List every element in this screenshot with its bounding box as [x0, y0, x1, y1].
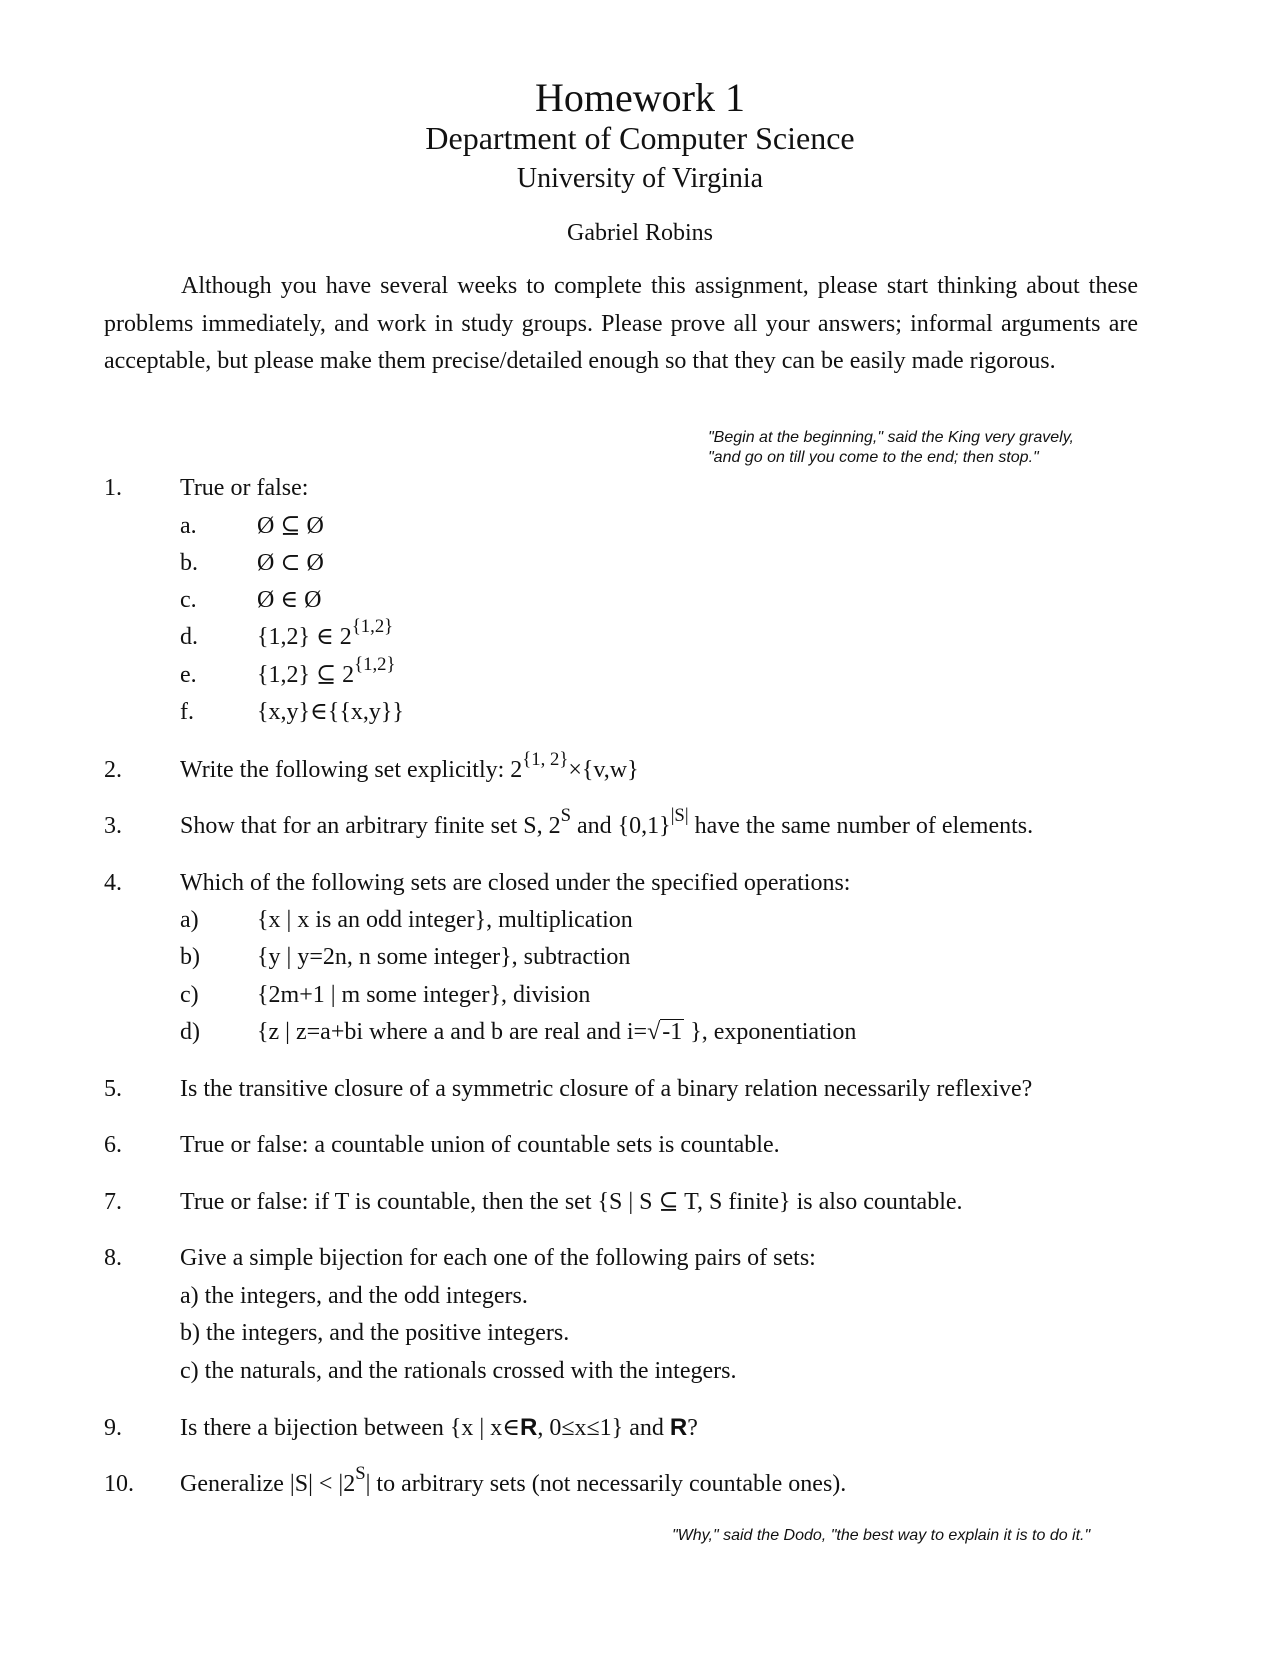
problem-9-text-b: , 0≤x≤1} and: [537, 1415, 670, 1441]
problem-4-number: 4.: [104, 870, 122, 896]
intro-paragraph: Although you have several weeks to complete this assignment, please start thinking about these problems immediately, and work in study groups. Please prove all your answers; informal arguments are acceptable, but please make them precise/detailed enough so that they can be easily made rigorous.: [104, 273, 1138, 374]
problem-5-text: Is the transitive closure of a symmetric closure of a binary relation necessarily reflexive?: [180, 1076, 1033, 1102]
problem-8-text: Give a simple bijection for each one of the following pairs of sets:: [180, 1245, 816, 1271]
problem-4d-text-b: }, exponentiation: [684, 1019, 857, 1045]
problem-2-number: 2.: [104, 757, 122, 783]
problem-3-text: [180, 805, 1034, 841]
problem-5-number: 5.: [104, 1076, 122, 1102]
problem-2-text-a: Write the following set explicitly: 2: [180, 757, 523, 783]
problem-4d-radicand: -1: [662, 1019, 683, 1045]
problem-9-text-c: ?: [687, 1415, 698, 1441]
problem-1a-expr: Ø ⊆ Ø: [257, 513, 324, 539]
problem-4b-expr: {y | y=2n, n some integer}, subtraction: [257, 944, 631, 970]
problem-6-number: 6.: [104, 1132, 122, 1158]
problem-1e-base: {1,2} ⊆ 2: [257, 662, 355, 688]
problem-1-text: True or false:: [180, 475, 309, 501]
problem-1b-expr: Ø ⊂ Ø: [257, 550, 324, 576]
problem-1d-base: {1,2} ∈ 2: [257, 624, 352, 650]
quote-king-line-1: "Begin at the beginning," said the King very gravely,: [708, 429, 1074, 446]
problem-1e-label: e.: [180, 662, 197, 688]
problem-7-number: 7.: [104, 1189, 122, 1215]
problem-4a-label: a): [180, 907, 199, 933]
problem-1d-sup: {1,2}: [351, 616, 394, 638]
problem-3-sup-2: |S|: [670, 805, 689, 827]
problem-1a-label: a.: [180, 513, 197, 539]
document-title: Homework 1: [535, 75, 745, 120]
problem-4c-label: c): [180, 982, 199, 1008]
problem-10-text-b: | to arbitrary sets (not necessarily countable ones).: [365, 1471, 847, 1497]
author-name: Gabriel Robins: [567, 220, 713, 246]
problem-4a-expr: {x | x is an odd integer}, multiplication: [257, 907, 633, 933]
problem-4-text: Which of the following sets are closed under the specified operations:: [180, 870, 851, 896]
department-name: Department of Computer Science: [425, 120, 855, 156]
problem-3-text-b: and {0,1}: [570, 813, 671, 839]
problem-4b-label: b): [180, 944, 200, 970]
problem-10-sup: S: [355, 1463, 366, 1485]
problem-8-number: 8.: [104, 1245, 122, 1271]
problem-9-text: [180, 1413, 698, 1443]
problem-2-text-b: ×{v,w}: [568, 757, 639, 783]
problem-2-text: [180, 749, 639, 785]
problem-6-text: True or false: a countable union of countable sets is countable.: [180, 1132, 780, 1158]
quote-king-line-2: "and go on till you come to the end; then stop.": [708, 449, 1039, 466]
problem-4d-label: d): [180, 1019, 200, 1045]
problem-8a-text: a) the integers, and the odd integers.: [180, 1283, 528, 1309]
problem-9-text-a: Is there a bijection between {x | x∈: [180, 1415, 520, 1441]
problem-1c-label: c.: [180, 587, 197, 613]
university-name: University of Virginia: [516, 163, 764, 194]
problem-1f-label: f.: [180, 699, 194, 725]
quote-king: [708, 428, 1074, 468]
problem-9-number: 9.: [104, 1415, 122, 1441]
problem-1e-expr: [257, 654, 396, 690]
problem-3-text-c: have the same number of elements.: [688, 813, 1034, 839]
problem-3-text-a: Show that for an arbitrary finite set S, 2: [180, 813, 561, 839]
problem-3-sup-1: S: [560, 805, 571, 827]
problem-8c-text: c) the naturals, and the rationals crossed with the integers.: [180, 1358, 737, 1384]
problem-3-number: 3.: [104, 813, 122, 839]
problem-10-text: [180, 1463, 847, 1499]
problem-9-reals-1: R: [519, 1414, 538, 1441]
problem-9-reals-2: R: [669, 1414, 688, 1441]
problem-7-text: True or false: if T is countable, then the set {S | S ⊆ T, S finite} is also countable.: [180, 1189, 963, 1215]
quote-dodo: "Why," said the Dodo, "the best way to explain it is to do it.": [672, 1527, 1091, 1544]
problem-1b-label: b.: [180, 550, 198, 576]
problem-1d-label: d.: [180, 624, 198, 650]
problem-4c-expr: {2m+1 | m some integer}, division: [257, 982, 591, 1008]
problem-10-text-a: Generalize |S| < |2: [180, 1471, 356, 1497]
problem-1f-expr: {x,y}∈{{x,y}}: [257, 699, 404, 725]
problem-1c-expr: Ø ∈ Ø: [257, 587, 322, 613]
problem-4d-expr: [257, 1017, 856, 1047]
problem-1e-sup: {1,2}: [354, 654, 396, 676]
problem-4d-text-a: {z | z=a+bi where a and b are real and i=√: [257, 1019, 661, 1045]
problem-2-sup: {1, 2}: [522, 749, 569, 771]
problem-8b-text: b) the integers, and the positive integers.: [180, 1320, 570, 1346]
problem-1-number: 1.: [104, 475, 122, 501]
problem-10-number: 10.: [104, 1471, 134, 1497]
problem-1d-expr: [257, 616, 394, 652]
